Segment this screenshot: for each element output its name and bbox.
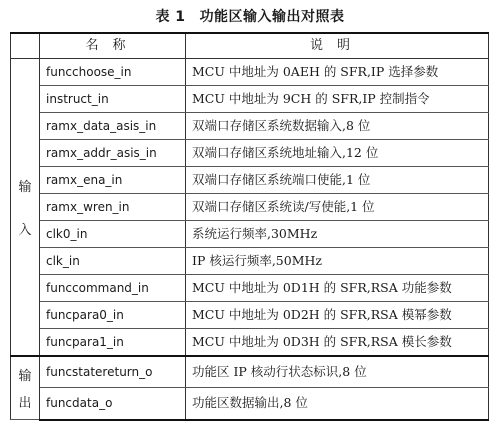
signal-name: instruct_in — [40, 86, 186, 113]
group-output-char-1: 输 — [18, 369, 32, 384]
signal-name: clk0_in — [40, 221, 186, 248]
signal-desc: 双端口存储区系统地址输入,12 位 — [186, 140, 489, 167]
signal-name: funcstatereturn_o — [40, 356, 186, 388]
table-row — [11, 248, 489, 275]
table-row — [11, 302, 489, 329]
signal-desc: MCU 中地址为 0D3H 的 SFR,RSA 模长参数 — [186, 329, 489, 357]
table-row — [11, 86, 489, 113]
table-caption — [0, 6, 500, 26]
table-row — [11, 388, 489, 420]
signal-name: funcchoose_in — [40, 59, 186, 86]
signal-desc: 功能区数据输出,8 位 — [186, 388, 489, 420]
io-table — [10, 32, 489, 421]
table-row — [11, 140, 489, 167]
signal-name: ramx_data_asis_in — [40, 113, 186, 140]
table-number: 表 1 — [155, 9, 186, 25]
signal-desc: MCU 中地址为 9CH 的 SFR,IP 控制指令 — [186, 86, 489, 113]
table-row — [11, 194, 489, 221]
group-input-label — [11, 59, 40, 357]
signal-desc: MCU 中地址为 0AEH 的 SFR,IP 选择参数 — [186, 59, 489, 86]
signal-desc: MCU 中地址为 0D2H 的 SFR,RSA 模幂参数 — [186, 302, 489, 329]
table-title: 功能区输入输出对照表 — [199, 9, 345, 25]
table-row — [11, 59, 489, 86]
table-row — [11, 167, 489, 194]
signal-desc: 双端口存储区系统读/写使能,1 位 — [186, 194, 489, 221]
signal-desc: MCU 中地址为 0D1H 的 SFR,RSA 功能参数 — [186, 275, 489, 302]
signal-name: funcpara1_in — [40, 329, 186, 357]
signal-desc: 系统运行频率,30MHz — [186, 221, 489, 248]
signal-name: clk_in — [40, 248, 186, 275]
table-row — [11, 356, 489, 388]
signal-name: ramx_ena_in — [40, 167, 186, 194]
table-row — [11, 275, 489, 302]
group-output-char-2: 出 — [18, 396, 32, 411]
signal-desc: 双端口存储区系统端口使能,1 位 — [186, 167, 489, 194]
table-row — [11, 329, 489, 357]
signal-name: funcpara0_in — [40, 302, 186, 329]
signal-desc: 双端口存储区系统数据输入,8 位 — [186, 113, 489, 140]
table-row — [11, 113, 489, 140]
group-input-char-1: 输 — [18, 180, 32, 195]
header-name: 名称 — [40, 33, 186, 59]
signal-desc: IP 核运行频率,50MHz — [186, 248, 489, 275]
signal-name: ramx_wren_in — [40, 194, 186, 221]
signal-name: funcdata_o — [40, 388, 186, 420]
header-group — [11, 33, 40, 59]
group-input-char-2: 入 — [18, 223, 32, 238]
header-desc: 说明 — [186, 33, 489, 59]
signal-desc: 功能区 IP 核动行状态标识,8 位 — [186, 356, 489, 388]
signal-name: funccommand_in — [40, 275, 186, 302]
table-header-row — [11, 33, 489, 59]
table-row — [11, 221, 489, 248]
signal-name: ramx_addr_asis_in — [40, 140, 186, 167]
group-output-label — [11, 356, 40, 420]
